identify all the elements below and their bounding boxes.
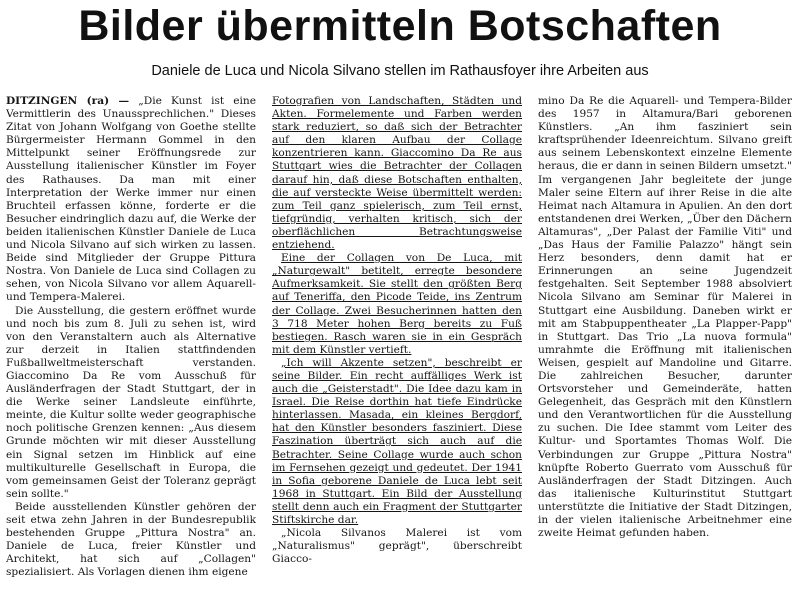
paragraph: „Nicola Silvanos Malerei ist vom „Naturalismus" geprägt", überschreibt Giacco-: [272, 527, 522, 566]
article-column-1: [6, 95, 256, 590]
dateline: DITZINGEN (ra) —: [6, 95, 130, 107]
paragraph: Beide ausstellenden Künstler gehören der seit etwa zehn Jahren in der Bundesrepublik bestehenden Gruppe „Pittura Nostra" an. Daniele de Luca, freier Künstler und Architekt, hat sich auf „Collagen" spezialisiert. Als Vorlagen dienen ihm eigene: [6, 500, 256, 579]
article-column-2: [272, 95, 522, 590]
paragraph: [6, 95, 256, 305]
paragraph-text: „Die Kunst ist eine Vermittlerin des Unaussprechlichen." Dieses Zitat von Johann Wolfgang von Goethe stellte Bürgermeister Hermann Gommel in den Mittelpunkt seiner Eröffnungsrede zur Ausstellung italienischer Künstler im Foyer des Rathauses. Da man mit einer Interpretation der Werke immer nur einen Bruchteil erfassen könne, forderte er die Besucher eindringlich dazu auf, die Werke der beiden italienischen Künstler Daniele de Luca und Nicola Silvano auf sich wirken zu lassen. Beide sind Mitglieder der Gruppe Pittura Nostra. Von Daniele de Luca sind Collagen zu sehen, von Nicola Silvano vor allem Aquarell- und Tempera-Malerei.: [6, 95, 256, 304]
paragraph: mino Da Re die Aquarell- und Tempera-Bilder des 1957 in Altamura/Bari geborenen Künstlers. „An ihm fasziniert sein kraftsprühender Ideenreichtum. Silvano greift aus seinem Lebenskontext einzelne Elemente heraus, die er dann in seinen Bildern umsetzt." Im vergangenen Jahr begleitete der junge Maler seine Eltern auf ihrer Reise in die alte Heimat nach Altamura in Apulien. An den dort entstandenen drei Werken, „Über den Dächern Altamuras", „Der Palast der Familie Viti" und „Das Haus der Familie Palazzo" hängt sein Herz besonders, denn damit hat er Erinnerungen an seine Jugendzeit festgehalten. Seit September 1988 absolviert Nicola Silvano am Seminar für Malerei in Stuttgart eine Ausbildung. Daneben wirkt er mit am Stabpuppentheater „La Plapper-Papp" in Stuttgart. Das Trio „La nuova formula" umrahmte die Eröffnung mit italienischen Weisen, gespielt auf Mandoline und Gitarre. Die zahlreichen Besucher, darunter Ortsvorsteher und Gemeinderäte, hatten Gelegenheit, das Gespräch mit den Künstlern und den Verantwortlichen für die Ausstellung zu suchen. Die Idee stammt vom Leiter des Kultur- und Sportamtes Thomas Wolf. Die Verbindungen zur Gruppe „Pittura Nostra" knüpfte Roberto Guerrato vom Ausschuß für Ausländerfragen der Stadt Ditzingen. Auch das italienische Kulturinstitut Stuttgart unterstützte die Initiative der Stadt Ditzingen, in der vielen italienische Arbeitnehmer eine zweite Heimat gefunden haben.: [538, 95, 792, 540]
article-column-3: [538, 95, 792, 590]
paragraph: Die Ausstellung, die gestern eröffnet wurde und noch bis zum 8. Juli zu sehen ist, wird von den Veranstaltern auch als Alternative zur derzeit in Italien stattfindenden Fußballweltmeisterschaft verstanden. Giaccomino Da Re vom Ausschuß für Ausländerfragen der Stadt Stuttgart, der in die Werke seiner Landsleute einführte, meinte, die Kultur sollte weder geographische noch politische Grenzen kennen: „Aus diesem Grunde möchten wir mit dieser Ausstellung ein Signal setzen im Hinblick auf eine multikulturelle Gesellschaft in Europa, die vom gemeinsamen Geist der Toleranz geprägt sein sollte.": [6, 304, 256, 500]
subheadline: Daniele de Luca und Nicola Silvano stellen im Rathausfoyer ihre Arbeiten aus: [151, 63, 649, 79]
paragraph: Fotografien von Landschaften, Städten und Akten. Formelemente und Farben werden stark reduziert, so daß sich der Betrachter auf den klaren Aufbau der Collage konzentrieren kann. Giaccomino Da Re aus Stuttgart wies die Betrachter der Collagen darauf hin, daß diese Botschaften enthalten, die auf versteckte Weise übermittelt werden: zum Teil ganz spielerisch, zum Teil ernst, tiefgründig, verhalten kritisch, sich der oberflächlichen Betrachtungsweise entziehend.: [272, 95, 522, 252]
paragraph: „Ich will Akzente setzen", beschreibt er seine Bilder. Ein recht auffälliges Werk ist auch die „Geisterstadt". Die Idee dazu kam in Israel. Die Reise dorthin hat tiefe Eindrücke hinterlassen. Masada, ein kleines Bergdorf, hat den Künstler besonders fasziniert. Diese Faszination überträgt sich auch auf die Betrachter. Seine Collage wurde auch schon im Fernsehen gezeigt und gedeutet. Der 1941 in Sofia geborene Daniele de Luca lebt seit 1968 in Stuttgart. Ein Bild der Ausstellung stellt denn auch ein Fragment der Stuttgarter Stiftskirche dar.: [272, 356, 522, 526]
paragraph: Eine der Collagen von De Luca, mit „Naturgewalt" betitelt, erregte besondere Aufmerksamkeit. Sie stellt den größten Berg auf Teneriffa, den Picode Teide, ins Zentrum der Collage. Zwei Besucherinnen hatten den 3 718 Meter hohen Berg bereits zu Fuß bestiegen. Rasch waren sie in ein Gespräch mit dem Künstler vertieft.: [272, 252, 522, 356]
headline: Bilder übermitteln Botschaften: [78, 2, 722, 50]
